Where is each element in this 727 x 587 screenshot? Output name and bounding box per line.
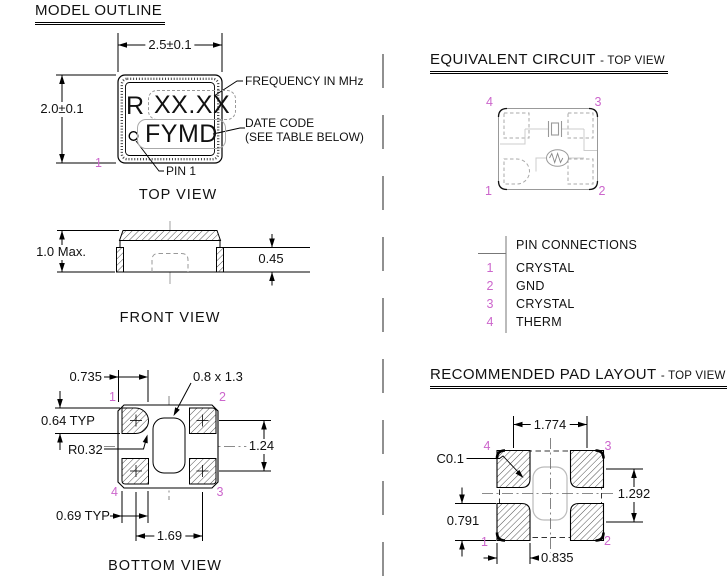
pin-connections-row-2-pin: 2 [486,278,494,293]
layout-pad-3 [571,451,604,488]
pad-layout-pin-4: 4 [483,438,491,453]
equivalent-circuit-title [430,52,668,74]
front-view-left-pad [117,248,124,273]
bottom-view-pin-3: 3 [216,484,224,499]
pin-connections-row-1-pin: 1 [486,260,494,275]
top-view-height-dim: 2.0±0.1 [37,102,86,117]
pin-connections-row-4-name: THERM [516,314,562,329]
pin-connections-row-3-name: CRYSTAL [516,296,575,311]
marking-frequency: XX.XX [148,90,236,120]
equivalent-circuit-package [499,109,598,190]
bottom-view-pad-offset-dim: 0.735 [69,369,102,384]
eq-pin-1: 1 [485,183,492,198]
bottom-view-pitch-x-dim: 1.69 [154,529,185,544]
layout-pad-4 [497,451,530,488]
bottom-view-pin-2: 2 [219,389,226,404]
pad-layout-title-suffix: - TOP VIEW [660,370,726,382]
front-view-body [120,241,220,273]
top-view-width-dim: 2.5±0.1 [145,38,194,53]
front-view-label: FRONT VIEW [119,310,221,326]
layout-pad-2 [571,504,604,541]
pin1-callout: PIN 1 [166,164,197,178]
layout-pad-1 [497,504,530,541]
pad-layout-pitch-y-dim: 1.292 [615,487,654,502]
equivalent-circuit-title-suffix: - TOP VIEW [600,55,665,67]
bottom-view-label: BOTTOM VIEW [108,558,222,574]
pad-layout-pin-1: 1 [481,535,488,549]
pad-layout-pitch-x-dim: 1.774 [531,418,570,433]
marking-prefix: R [126,92,145,120]
pad-layout-chamfer-dim: C0.1 [436,451,464,466]
bottom-view-pad-height-dim: 0.64 TYP [38,414,98,429]
bottom-view-pin-1: 1 [109,389,116,404]
bottom-view-corner-radius-dim: R0.32 [68,441,103,457]
frequency-callout: FREQUENCY IN MHz [245,74,364,88]
model-outline-title: MODEL OUTLINE [35,3,165,25]
pad-layout-pad-height-dim: 0.791 [444,514,483,529]
pad-layout-title [430,367,727,389]
eq-pin-3: 3 [594,94,602,109]
pin-connections-row-2-name: GND [516,278,545,293]
bottom-view-pin-4: 4 [111,484,118,499]
top-view-label: TOP VIEW [138,186,218,203]
eq-pin-4: 4 [486,94,493,109]
front-view-lid [120,231,221,241]
bottom-view-pocket-dim: 0.8 x 1.3 [193,369,243,384]
eq-pin-2: 2 [598,183,606,198]
pad-layout-pin-2: 2 [604,533,611,548]
bottom-view-crystal-pocket [153,418,185,473]
pad-layout-pin-3: 3 [604,438,612,453]
marking-date-code: FYMD [137,119,226,149]
bottom-view-pad-width-dim: 0.69 TYP [56,507,110,523]
pad-layout-title-main: RECOMMENDED PAD LAYOUT [430,366,657,383]
date-code-callout-line2: (SEE TABLE BELOW) [245,130,364,144]
equivalent-circuit-drawing [499,109,598,190]
front-view-right-pad [217,248,224,273]
pin-connections-row-1-name: CRYSTAL [516,260,575,275]
top-view-pin1-number: 1 [95,155,102,170]
front-view-height-dim: 1.0 Max. [33,245,89,260]
date-code-callout [245,116,364,144]
pin-connections-row-4-pin: 4 [486,314,494,329]
bottom-view-pitch-y-dim: 1.24 [246,439,277,454]
pin-connections-header: PIN CONNECTIONS [516,237,638,252]
equivalent-circuit-title-main: EQUIVALENT CIRCUIT [430,51,596,68]
pin-connections-row-3-pin: 3 [486,296,494,311]
date-code-callout-line1: DATE CODE [245,116,315,130]
front-view-pad-height-dim: 0.45 [258,251,284,266]
pad-layout-pad-width-dim: 0.835 [541,550,574,565]
